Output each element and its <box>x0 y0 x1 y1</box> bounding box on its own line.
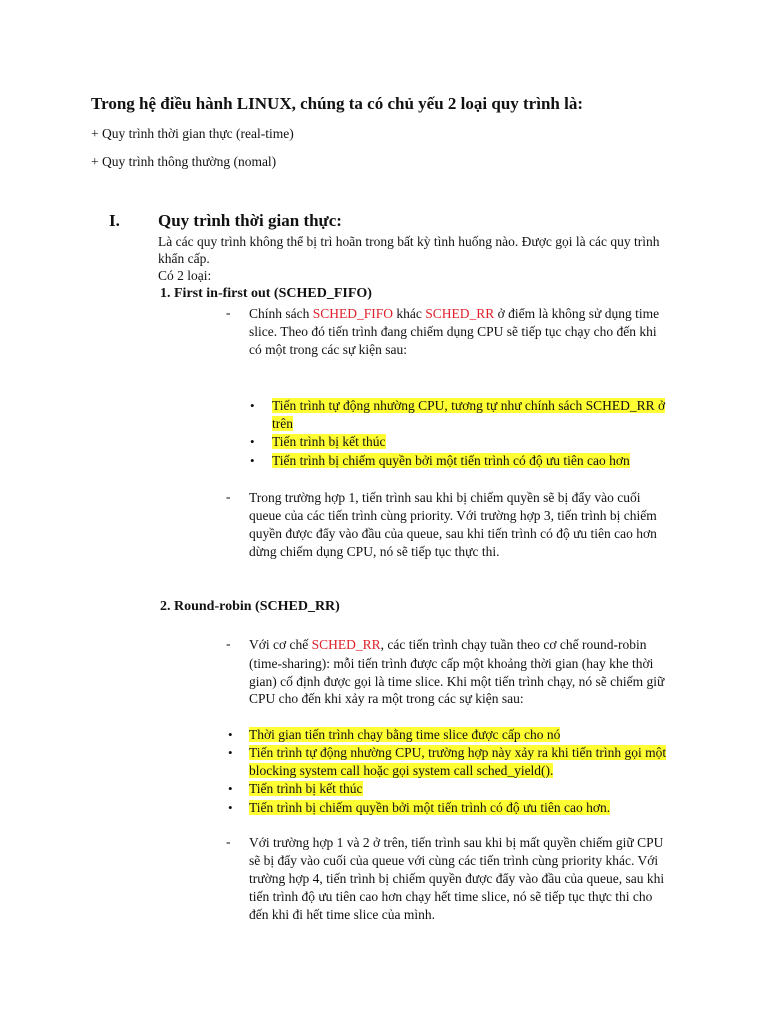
section-types: Có 2 loại: <box>158 268 212 283</box>
dash-marker: - <box>226 489 231 504</box>
rr-bullet-4 <box>249 799 610 817</box>
rr-p1-line3: gian) cố định được gọi là time slice. Khi một tiến trình chạy, nó sẽ chiếm giữ <box>249 674 665 689</box>
highlighted-text: Tiến trình tự động nhường CPU, tương tự như chính sách SCHED_RR ở <box>272 398 666 413</box>
rr-p1-line1 <box>249 636 646 654</box>
fifo-p2-line4: dừng chiếm dụng CPU, nó sẽ tiếp tục thực thi. <box>249 544 500 559</box>
bullet-icon: • <box>250 398 255 413</box>
text-span: , các tiến trình chạy tuần theo cơ chế round-robin <box>380 637 647 652</box>
fifo-bullet-1a <box>272 397 665 415</box>
bullet-icon: • <box>250 434 255 449</box>
rr-p2-line2: sẽ bị đẩy vào cuối của queue với cùng các tiến trình cùng priority khác. Với <box>249 853 659 868</box>
fifo-p1-line3: có một trong các sự kiện sau: <box>249 342 408 357</box>
intro-line-normal: + Quy trình thông thường (nomal) <box>91 154 277 169</box>
text-span: ở điểm là không sử dụng time <box>494 306 660 321</box>
rr-p1-line4: CPU cho đến khi xảy ra một trong các sự kiện sau: <box>249 691 524 706</box>
section-heading: Quy trình thời gian thực: <box>158 211 342 230</box>
text-span: Với cơ chế <box>249 637 312 652</box>
fifo-p1-line2: slice. Theo đó tiến trình đang chiếm dụng CPU sẽ tiếp tục chạy cho đến khi <box>249 324 657 339</box>
highlighted-text: Tiến trình bị kết thúc <box>272 434 386 449</box>
fifo-bullet-2 <box>272 433 386 451</box>
section-desc-line1: Là các quy trình không thể bị trì hoãn trong bất kỳ tình huống nào. Được gọi là các quy trình <box>158 234 660 249</box>
rr-p2-line3: trường hợp 4, tiến trình bị chiếm quyền được đẩy vào đầu của queue, sau khi <box>249 871 665 886</box>
dash-marker: - <box>226 636 231 651</box>
bullet-icon: • <box>228 781 233 796</box>
subheading-rr: 2. Round-robin (SCHED_RR) <box>160 599 340 614</box>
sched-rr-term: SCHED_RR <box>425 306 495 321</box>
rr-p1-line2: (time-sharing): mỗi tiến trình được cấp một khoảng thời gian (hay khe thời <box>249 656 654 671</box>
fifo-p1-line1 <box>249 305 659 323</box>
intro-line-realtime: + Quy trình thời gian thực (real-time) <box>91 126 294 141</box>
section-desc-line2: khẩn cấp. <box>158 251 210 266</box>
highlighted-text: Tiến trình tự động nhường CPU, trường hợp này xảy ra khi tiến trình gọi một <box>249 745 667 760</box>
bullet-icon: • <box>228 745 233 760</box>
highlighted-text: Tiến trình bị chiếm quyền bởi một tiến trình có độ ưu tiên cao hơn <box>272 453 630 468</box>
dash-marker: - <box>226 305 231 320</box>
dash-marker: - <box>226 834 231 849</box>
fifo-bullet-3 <box>272 452 630 470</box>
text-span: Chính sách <box>249 306 313 321</box>
fifo-p2-line1: Trong trường hợp 1, tiến trình sau khi bị chiếm quyền sẽ bị đẩy vào cuối <box>249 490 641 505</box>
bullet-icon: • <box>228 800 233 815</box>
bullet-icon: • <box>228 727 233 742</box>
rr-bullet-2a <box>249 744 666 762</box>
rr-bullet-2b <box>249 762 553 780</box>
sched-rr-term: SCHED_RR <box>311 637 381 652</box>
fifo-p2-line2: queue của các tiến trình cùng priority. Với trường hợp 3, tiến trình bị chiếm <box>249 508 657 523</box>
sched-fifo-term: SCHED_FIFO <box>312 306 394 321</box>
rr-p2-line4: tiến trình độ ưu tiên cao hơn chạy hết time slice, nó sẽ tiếp tục thực thi cho <box>249 889 653 904</box>
highlighted-text: Tiến trình bị chiếm quyền bởi một tiến trình có độ ưu tiên cao hơn. <box>249 800 611 815</box>
rr-bullet-1 <box>249 726 560 744</box>
fifo-bullet-1b <box>272 415 293 433</box>
rr-p2-line5: đến khi đi hết time slice của mình. <box>249 907 435 922</box>
highlighted-text: blocking system call hoặc gọi system call sched_yield(). <box>249 763 554 778</box>
rr-bullet-3 <box>249 780 363 798</box>
section-number: I. <box>109 211 120 230</box>
rr-p2-line1: Với trường hợp 1 và 2 ở trên, tiến trình sau khi bị mất quyền chiếm giữ CPU <box>249 835 664 850</box>
highlighted-text: trên <box>272 416 293 431</box>
highlighted-text: Tiến trình bị kết thúc <box>249 781 363 796</box>
subheading-fifo: 1. First in-first out (SCHED_FIFO) <box>160 286 372 301</box>
page-title: Trong hệ điều hành LINUX, chúng ta có chủ yếu 2 loại quy trình là: <box>91 94 583 113</box>
text-span: khác <box>393 306 426 321</box>
fifo-p2-line3: quyền được đẩy vào đầu của queue, sau khi tiến trình có độ ưu tiên cao hơn <box>249 526 657 541</box>
bullet-icon: • <box>250 453 255 468</box>
highlighted-text: Thời gian tiến trình chạy bằng time slice được cấp cho nó <box>249 727 561 742</box>
